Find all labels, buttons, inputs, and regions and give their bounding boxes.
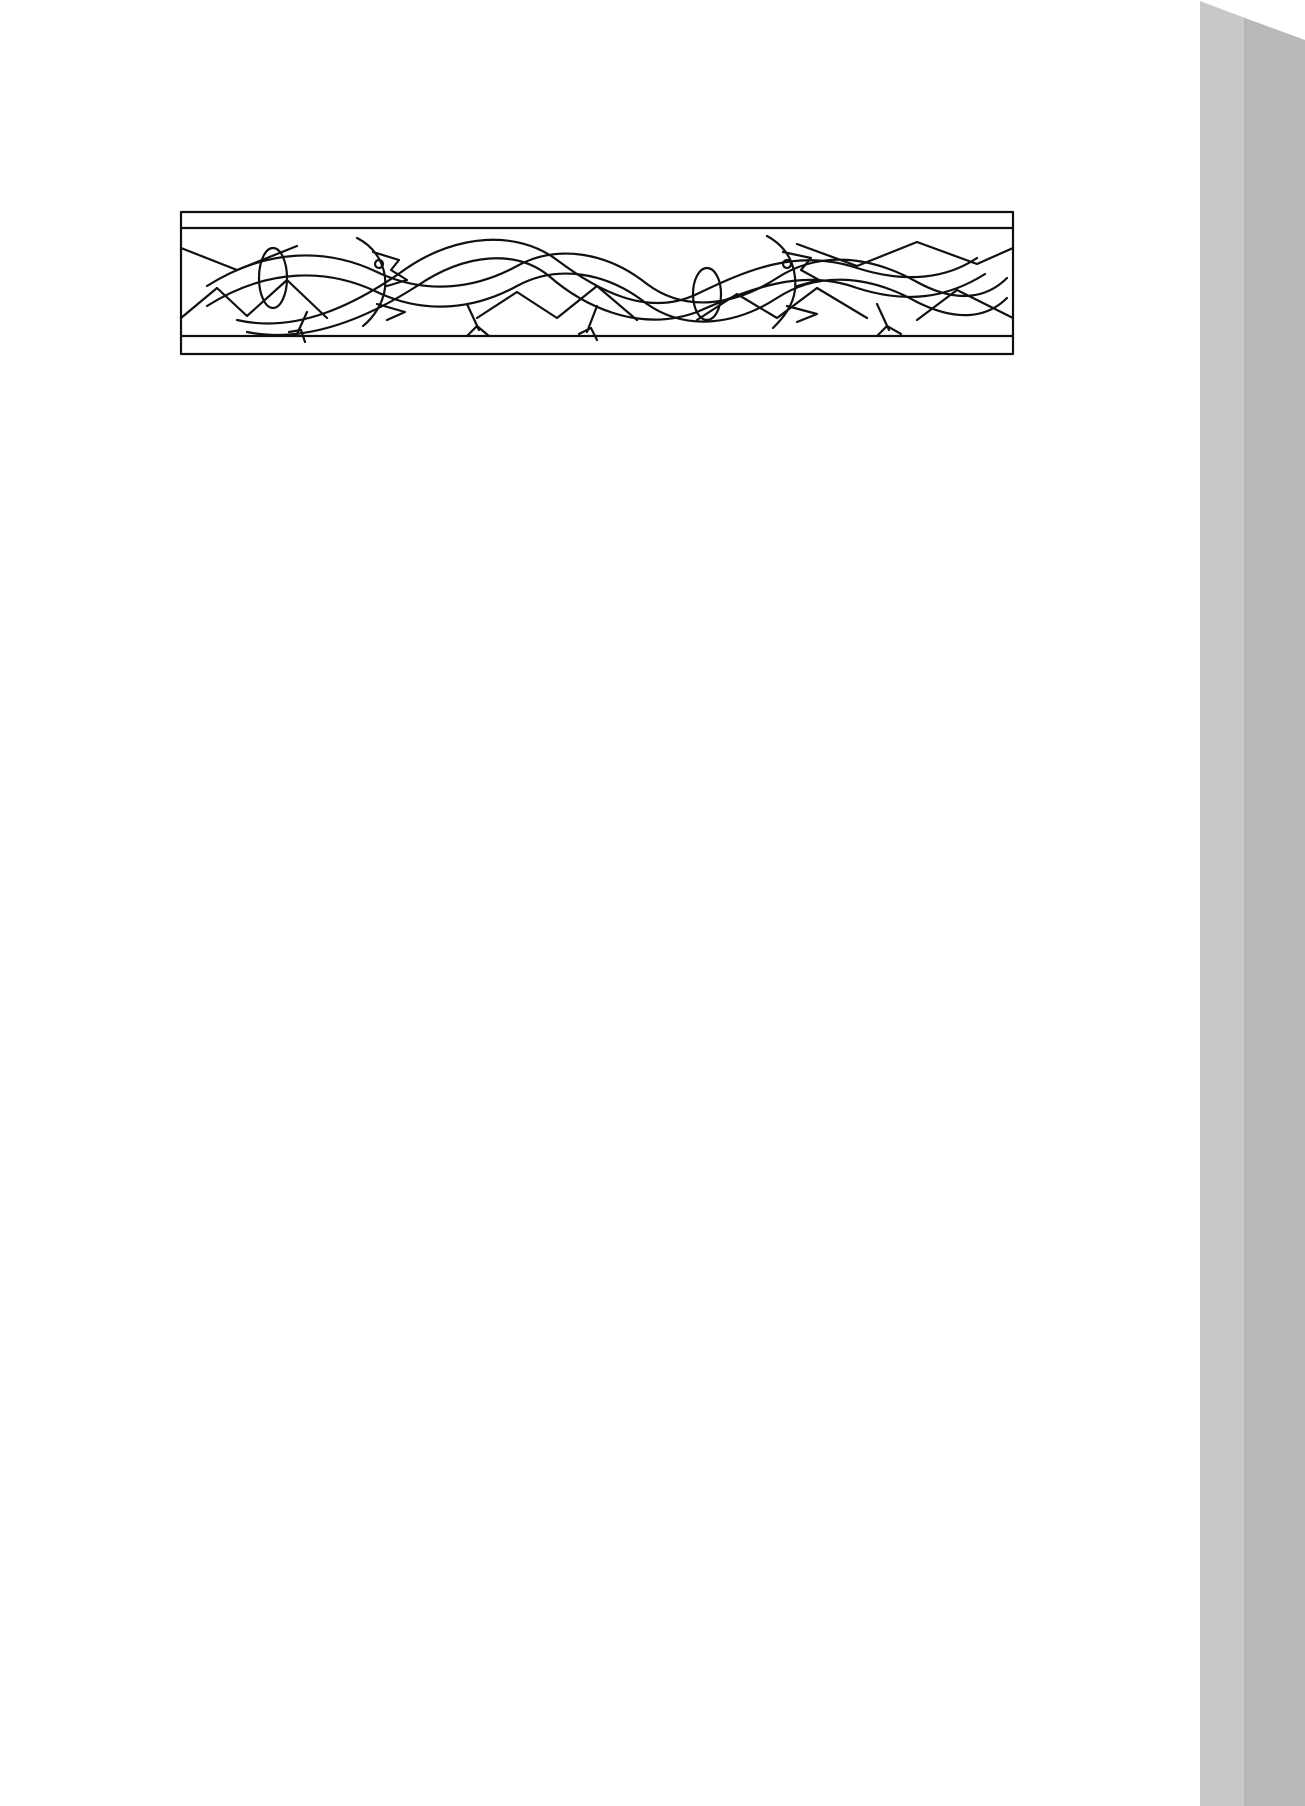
dragon-mural-illustration: [177, 208, 1017, 358]
book-spine: [1197, 0, 1305, 1806]
page-footer: [700, 1628, 1013, 1654]
